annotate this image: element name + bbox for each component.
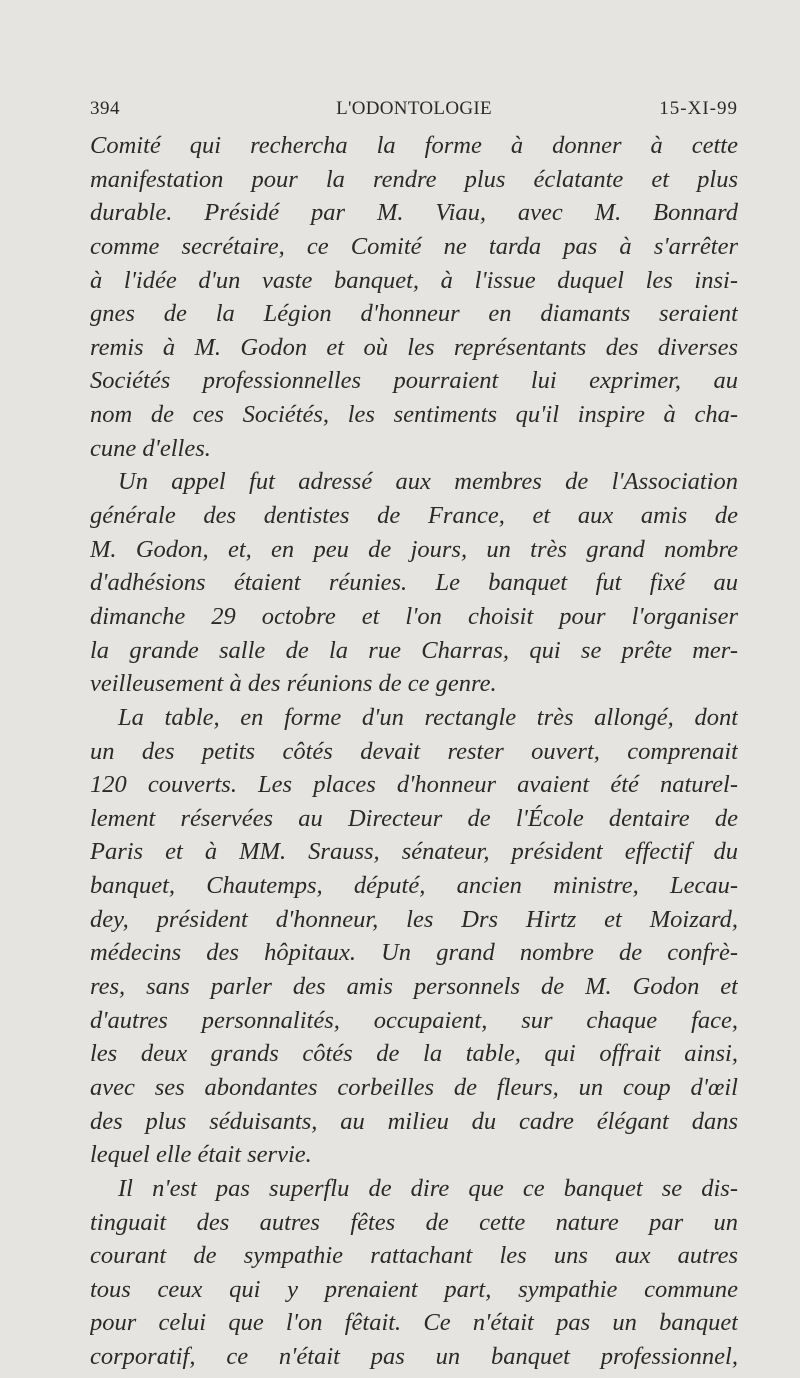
issue-date: 15-XI-99 [659,98,738,119]
text-line: M. Godon, et, en peu de jours, un très grand nombre [90,535,738,563]
text-line: veilleusement à des réunions de ce genre. [90,670,497,698]
text-line: lement réservées au Directeur de l'École dentaire de [90,804,738,832]
text-line: dimanche 29 octobre et l'on choisit pour l'organiser [90,602,738,630]
text-line: manifestation pour la rendre plus éclatante et plus [90,165,738,193]
page-number: 394 [90,98,120,119]
text-line: corporatif, ce n'était pas un banquet professionnel, [90,1343,738,1371]
text-line: la grande salle de la rue Charras, qui se prête mer- [90,636,738,664]
text-line: médecins des hôpitaux. Un grand nombre de confrè- [90,939,738,967]
text-line: générale des dentistes de France, et aux amis de [90,502,738,530]
text-line: à l'idée d'un vaste banquet, à l'issue duquel les insi- [90,266,738,294]
text-line: pour celui que l'on fêtait. Ce n'était pas un banquet [90,1309,738,1337]
text-line: avec ses abondantes corbeilles de fleurs, un coup d'œil [90,1073,738,1101]
text-line: remis à M. Godon et où les représentants des diverses [90,333,738,361]
text-line: d'autres personnalités, occupaient, sur chaque face, [90,1006,738,1034]
page-header [90,98,738,126]
text-line: 120 couverts. Les places d'honneur avaient été naturel- [90,771,738,799]
text-line: Sociétés professionnelles pourraient lui exprimer, au [90,367,738,395]
running-title: L'ODONTOLOGIE [336,98,492,119]
text-line: comme secrétaire, ce Comité ne tarda pas à s'arrêter [90,232,738,260]
text-line: lequel elle était servie. [90,1141,312,1169]
text-line: un des petits côtés devait rester ouvert, comprenait [90,737,738,765]
text-line: nom de ces Sociétés, les sentiments qu'il inspire à cha- [90,401,738,429]
text-line: tous ceux qui y prenaient part, sympathie commune [90,1275,738,1303]
text-line: gnes de la Légion d'honneur en diamants seraient [90,300,738,328]
text-line: dey, président d'honneur, les Drs Hirtz et Moizard, [90,905,738,933]
text-line: banquet, Chautemps, député, ancien ministre, Lecau- [90,872,738,900]
text-line: durable. Présidé par M. Viau, avec M. Bonnard [90,199,738,227]
body-text [90,129,738,1374]
text-line: res, sans parler des amis personnels de M. Godon et [90,973,738,1001]
text-line: les deux grands côtés de la table, qui offrait ainsi, [90,1040,738,1068]
text-line: La table, en forme d'un rectangle très allongé, dont [118,703,738,731]
text-line: Paris et à MM. Srauss, sénateur, président effectif du [90,838,738,866]
text-line: des plus séduisants, au milieu du cadre élégant dans [90,1107,738,1135]
text-line: courant de sympathie rattachant les uns aux autres [90,1242,738,1270]
text-line: Comité qui rechercha la forme à donner à cette [90,132,738,159]
text-line: d'adhésions étaient réunies. Le banquet fut fixé au [90,569,738,597]
text-line: Un appel fut adressé aux membres de l'Association [118,468,738,496]
text-line: cune d'elles. [90,434,211,462]
text-line: tinguait des autres fêtes de cette nature par un [90,1208,738,1236]
text-line: Il n'est pas superflu de dire que ce banquet se dis- [118,1174,738,1202]
